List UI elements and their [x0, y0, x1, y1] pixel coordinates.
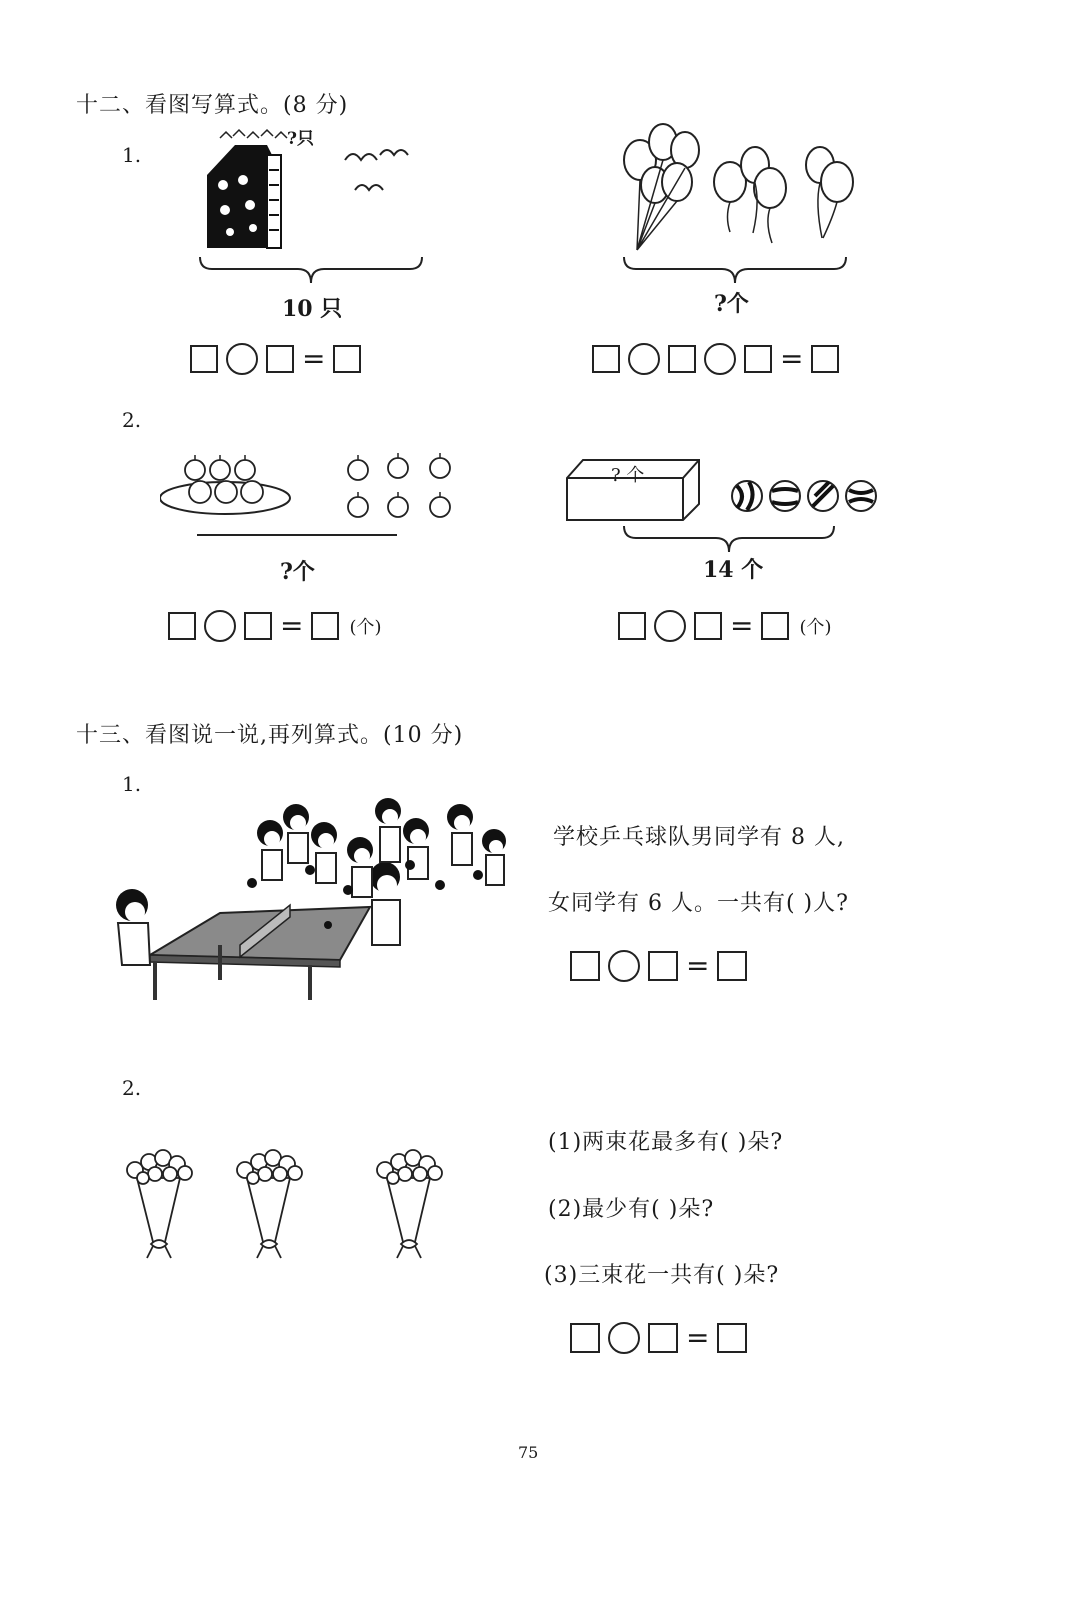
section-12-title: 十二、看图写算式。(8 分) [76, 93, 349, 118]
question-text-line-1: 学校乒乓球队男同学有 8 人, [553, 825, 845, 850]
equals-sign: = [686, 1321, 710, 1354]
operator-circle[interactable] [654, 610, 686, 642]
total-items-label: 14 个 [703, 557, 764, 583]
question-2-number: 2. [122, 1076, 142, 1100]
total-balloons-label: ?个 [714, 291, 749, 317]
question-text-line-2: 女同学有 6 人。一共有( )人? [548, 891, 849, 916]
question-2-number: 2. [122, 408, 142, 432]
question-part-3: (3)三束花一共有( )朵? [544, 1263, 780, 1288]
operator-circle[interactable] [608, 950, 640, 982]
equation-2-right [618, 610, 832, 642]
answer-box[interactable] [570, 951, 600, 981]
answer-box[interactable] [648, 951, 678, 981]
answer-box[interactable] [744, 345, 772, 373]
equation-1-left [190, 343, 361, 375]
answer-box[interactable] [694, 612, 722, 640]
answer-box[interactable] [333, 345, 361, 373]
ping-pong-illustration [110, 795, 510, 1010]
unit-label: (个) [349, 617, 382, 638]
operator-circle[interactable] [704, 343, 736, 375]
equals-sign: = [280, 609, 304, 642]
answer-box[interactable] [717, 951, 747, 981]
answer-box[interactable] [761, 612, 789, 640]
operator-circle[interactable] [226, 343, 258, 375]
equation-3 [570, 950, 747, 982]
equals-sign: = [686, 949, 710, 982]
answer-box[interactable] [592, 345, 620, 373]
equation-1-right [592, 343, 839, 375]
answer-box[interactable] [648, 1323, 678, 1353]
answer-box[interactable] [618, 612, 646, 640]
page-number: 75 [518, 1443, 539, 1462]
operator-circle[interactable] [628, 343, 660, 375]
section-13-title: 十三、看图说一说,再列算式。(10 分) [76, 723, 464, 748]
answer-box[interactable] [190, 345, 218, 373]
answer-box[interactable] [168, 612, 196, 640]
answer-box[interactable] [311, 612, 339, 640]
answer-box[interactable] [717, 1323, 747, 1353]
equals-sign: = [730, 609, 754, 642]
total-apples-label: ?个 [280, 559, 315, 585]
answer-box[interactable] [668, 345, 696, 373]
equals-sign: = [302, 342, 326, 375]
operator-circle[interactable] [608, 1322, 640, 1354]
equation-2-left [168, 610, 382, 642]
answer-box[interactable] [266, 345, 294, 373]
apples-illustration [160, 452, 460, 532]
equation-4 [570, 1322, 747, 1354]
brace-left [198, 255, 424, 285]
bird-question-label: ?只 [287, 129, 314, 149]
question-1-number: 1. [122, 143, 142, 167]
answer-box[interactable] [570, 1323, 600, 1353]
answer-box[interactable] [244, 612, 272, 640]
question-part-1: (1)两束花最多有( )朵? [548, 1130, 784, 1155]
answer-box[interactable] [811, 345, 839, 373]
operator-circle[interactable] [204, 610, 236, 642]
unit-label: (个) [799, 617, 832, 638]
question-part-2: (2)最少有( )朵? [548, 1197, 715, 1222]
equals-sign: = [780, 342, 804, 375]
question-1-number: 1. [122, 772, 142, 796]
box-question-label: ? 个 [611, 465, 645, 486]
brace-right-2 [622, 524, 836, 554]
bracket-line-left [196, 532, 398, 538]
flower-bouquets-illustration [125, 1140, 455, 1265]
brace-right [622, 255, 848, 285]
balloons-illustration [615, 120, 865, 255]
total-birds-label: 10 只 [282, 296, 343, 322]
